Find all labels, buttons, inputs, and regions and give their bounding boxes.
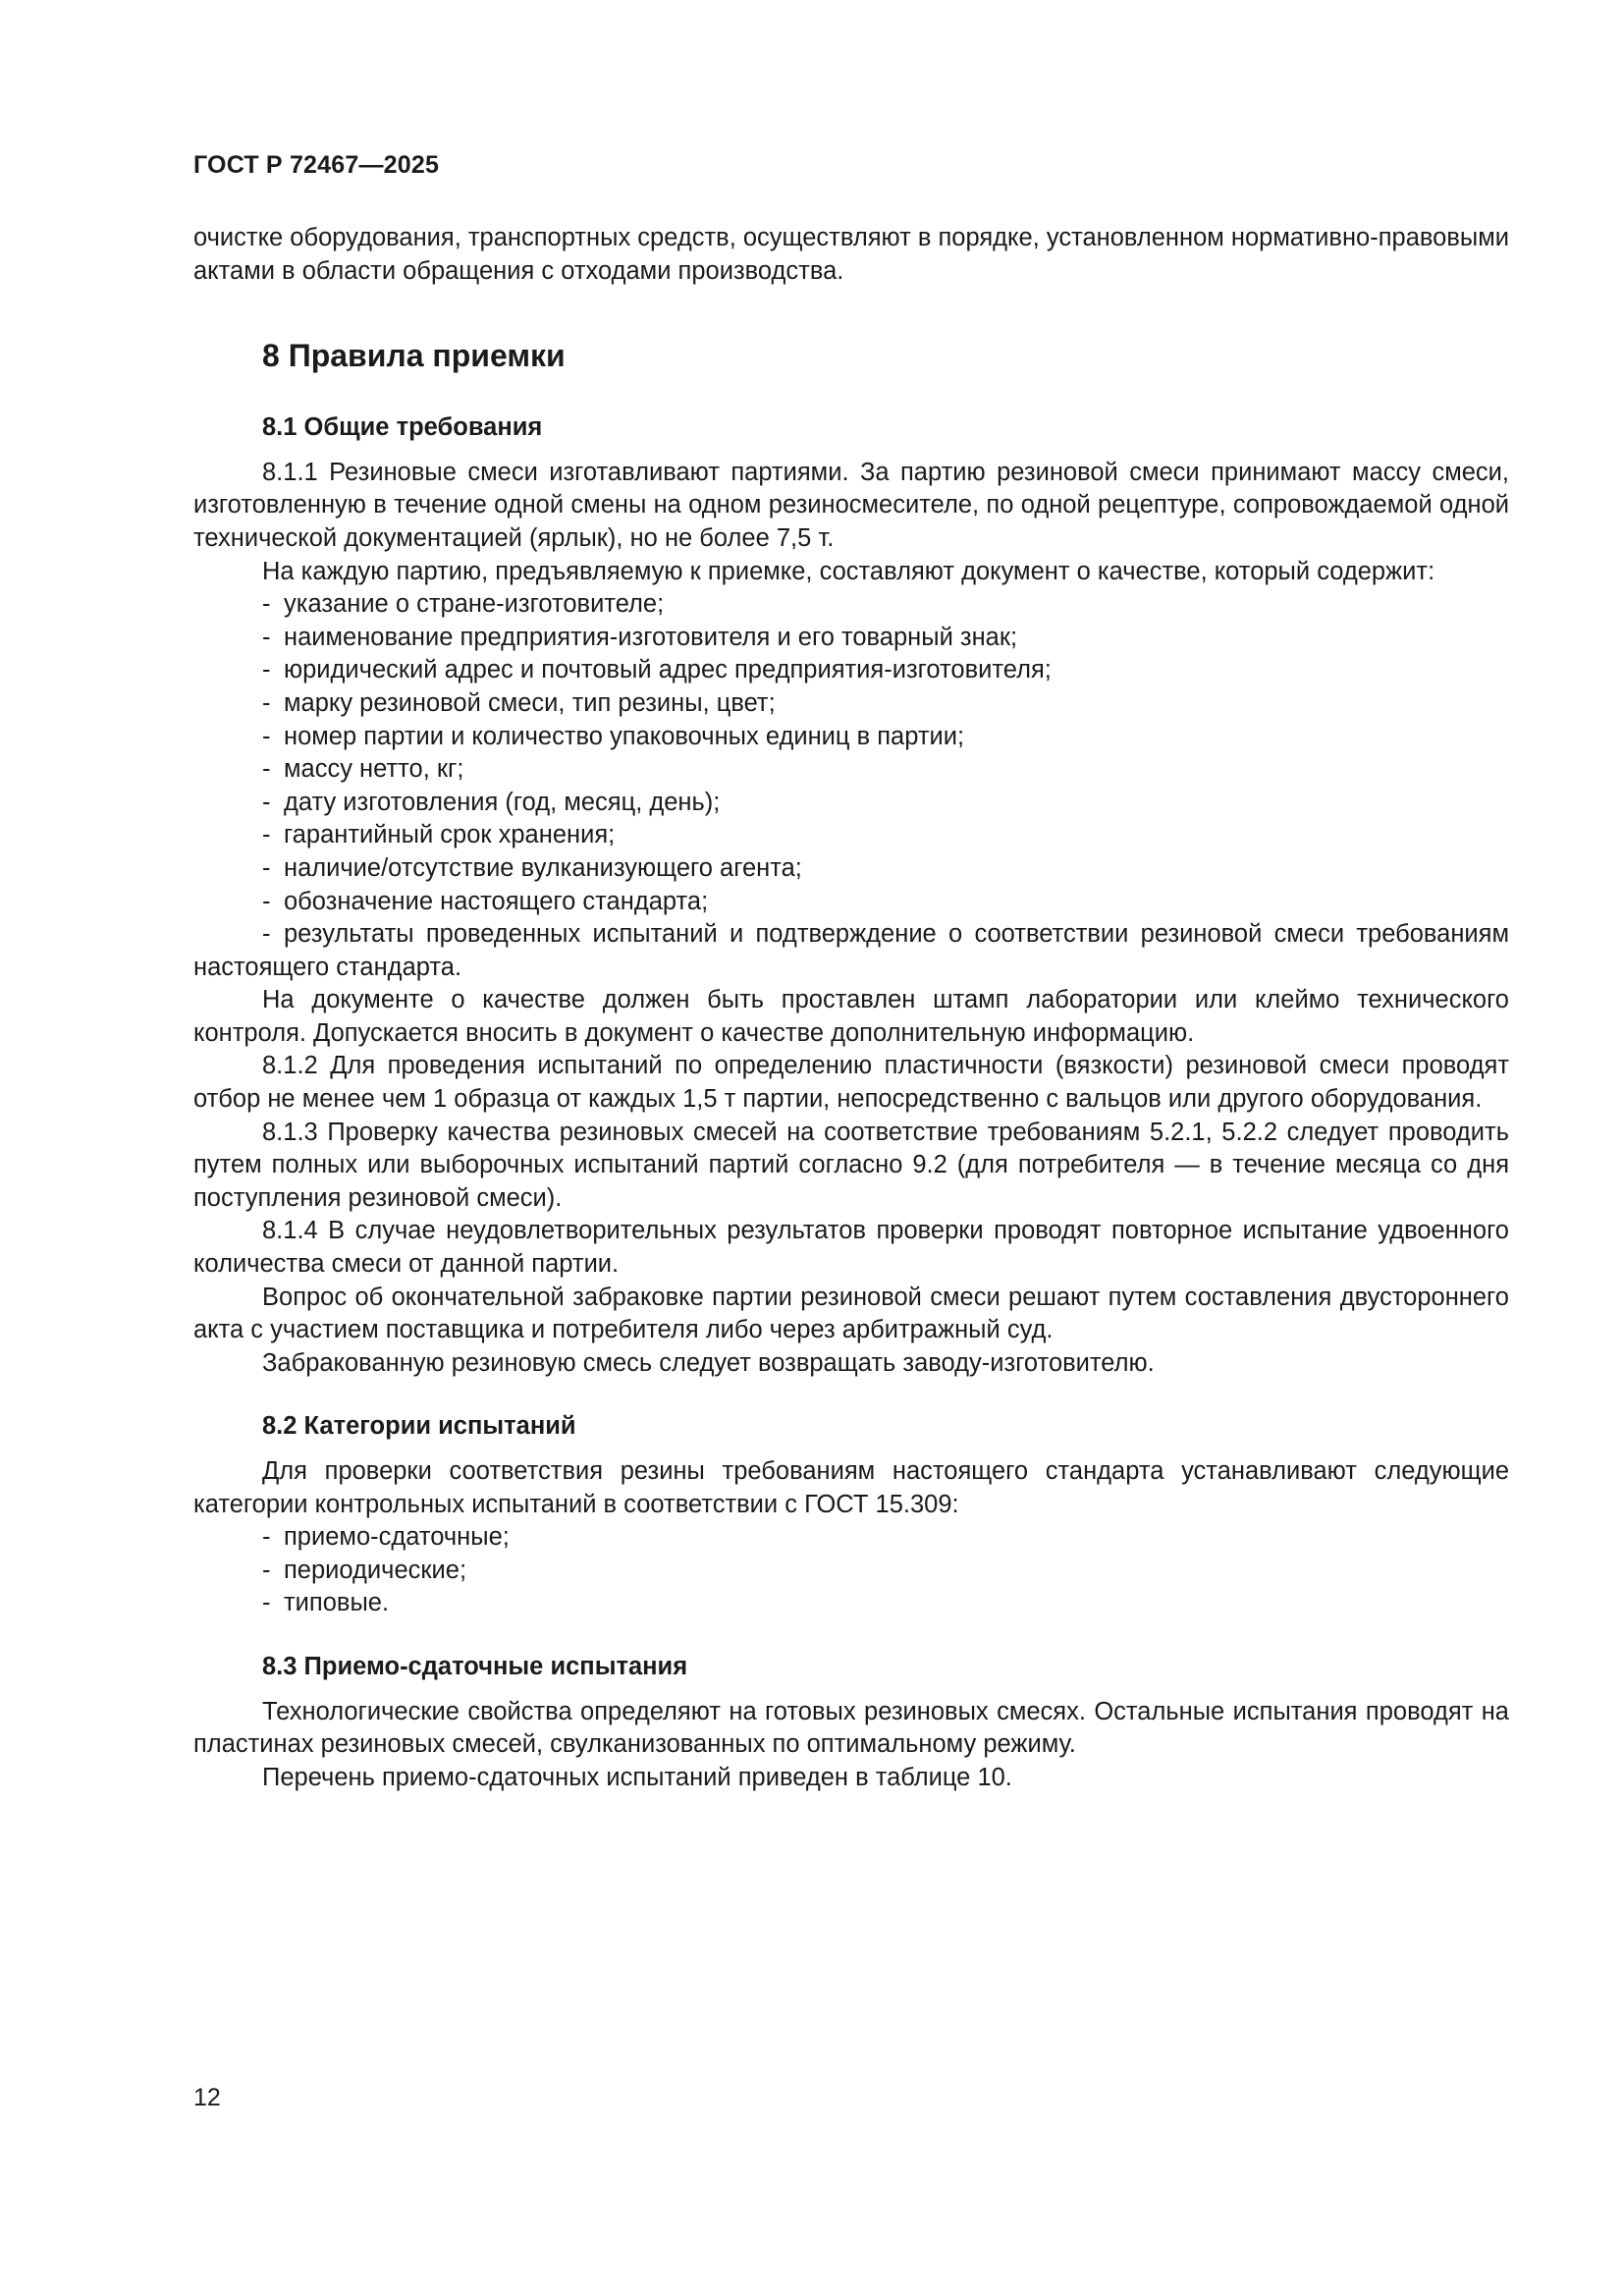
list-item: - приемо-сдаточные;	[262, 1523, 510, 1552]
rejection-question-paragraph: Вопрос об окончательной забраковке партии резиновой смеси решают путем составления двустороннего акта с участием поставщика и потребителя либо через арбитражный суд.	[193, 1283, 1509, 1344]
list-item: - наименование предприятия-изготовителя и его товарный знак;	[262, 623, 1018, 651]
section-8-1-heading: 8.1 Общие требования	[262, 413, 543, 442]
rejected-mix-return-paragraph: Забракованную резиновую смесь следует возвращать заводу-изготовителю.	[262, 1348, 1155, 1377]
list-item: - юридический адрес и почтовый адрес предприятия-изготовителя;	[262, 656, 1052, 684]
quality-document-contents-list	[193, 588, 1509, 984]
test-categories-intro: Для проверки соответствия резины требованиям настоящего стандарта устанавливают следующие категории контрольных испытаний в соответствии с ГОСТ 15.309:	[193, 1457, 1509, 1518]
section-8-3-body	[193, 1696, 1509, 1795]
section-8-2-heading: 8.2 Категории испытаний	[262, 1412, 576, 1441]
list-item: - обозначение настоящего стандарта;	[262, 887, 709, 915]
list-item: - результаты проведенных испытаний и подтверждение о соответствии резиновой смеси требованиям настоящего стандарта.	[193, 920, 1509, 981]
paragraph-8-1-2: 8.1.2 Для проведения испытаний по определению пластичности (вязкости) резиновой смеси проводят отбор не менее чем 1 образца от каждых 1,5 т партии, непосредственно с вальцов или другого оборудования.	[193, 1052, 1509, 1114]
list-item: - периодические;	[262, 1556, 467, 1584]
page-content	[193, 222, 1509, 1794]
section-8-heading: 8 Правила приемки	[262, 338, 566, 374]
acceptance-tests-table-reference: Перечень приемо-сдаточных испытаний приведен в таблице 10.	[262, 1763, 1012, 1791]
paragraph-8-1-4: 8.1.4 В случае неудовлетворительных результатов проверки проводят повторное испытание удвоенного количества смеси от данной партии.	[193, 1217, 1509, 1279]
list-item: - типовые.	[262, 1589, 390, 1617]
paragraph-8-1-1: 8.1.1 Резиновые смеси изготавливают партиями. За партию резиновой смеси принимают массу смеси, изготовленную в течение одной смены на одном резиносмесителе, по одной рецептуре, сопровождаемой одной технической документацией (ярлык), но не более 7,5 т.	[193, 458, 1509, 552]
list-item: - указание о стране-изготовителе;	[262, 590, 665, 619]
test-categories-list	[193, 1521, 1509, 1620]
document-code-header: ГОСТ Р 72467—2025	[193, 151, 440, 179]
quality-document-stamp-paragraph: На документе о качестве должен быть проставлен штамп лаборатории или клеймо технического контроля. Допускается вносить в документ о качестве дополнительную информацию.	[193, 986, 1509, 1047]
section-8-2-body	[193, 1455, 1509, 1620]
section-8-1-body	[193, 457, 1509, 1381]
list-item: - марку резиновой смеси, тип резины, цвет;	[262, 688, 776, 717]
page-number: 12	[193, 2084, 221, 2111]
list-item: - массу нетто, кг;	[262, 755, 464, 784]
section-8-3-heading: 8.3 Приемо-сдаточные испытания	[262, 1652, 688, 1680]
paragraph-8-1-3: 8.1.3 Проверку качества резиновых смесей на соответствие требованиям 5.2.1, 5.2.2 следует проводить путем полных или выборочных испытаний партий согласно 9.2 (для потребителя — в течение месяца со дня поступления резиновой смеси).	[193, 1118, 1509, 1212]
list-item: - номер партии и количество упаковочных единиц в партии;	[262, 722, 965, 750]
list-item: - дату изготовления (год, месяц, день);	[262, 788, 721, 816]
quality-document-intro: На каждую партию, предъявляемую к приемке, составляют документ о качестве, который содержит:	[262, 557, 1435, 585]
list-item: - наличие/отсутствие вулканизующего агента;	[262, 853, 802, 882]
list-item: - гарантийный срок хранения;	[262, 821, 616, 849]
intro-paragraph: очистке оборудования, транспортных средств, осуществляют в порядке, установленном нормативно-правовыми актами в области обращения с отходами производства.	[193, 224, 1509, 285]
technological-properties-paragraph: Технологические свойства определяют на готовых резиновых смесях. Остальные испытания проводят на пластинах резиновых смесей, свулканизованных по оптимальному режиму.	[193, 1697, 1509, 1759]
